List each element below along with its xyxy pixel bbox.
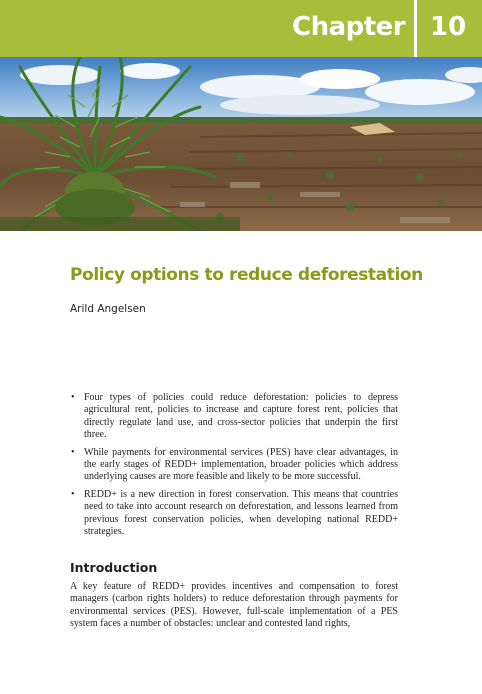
list-item bbox=[70, 489, 398, 539]
key-points-list bbox=[70, 392, 398, 543]
chapter-header-band bbox=[0, 0, 482, 57]
chapter-number: 10 bbox=[430, 12, 467, 42]
section-heading-introduction: Introduction bbox=[70, 560, 158, 575]
list-item bbox=[70, 392, 398, 442]
bullet-marker: • bbox=[71, 446, 75, 458]
bullet-text: Four types of policies could reduce deforestation: policies to depress agricultural rent, policies to increase and capture forest rent, policies that directly regulate land use, and cross-sector policies that underpin the first three. bbox=[84, 392, 398, 441]
oil-palm-plantation-photo bbox=[0, 57, 482, 231]
chapter-divider bbox=[414, 0, 417, 57]
list-item bbox=[70, 447, 398, 484]
bullet-marker: • bbox=[71, 392, 75, 403]
bullet-marker: • bbox=[71, 488, 75, 500]
bullet-text: While payments for environmental services (PES) have clear advantages, in the early stages of REDD+ implementation, broader policies which address underlying causes are more feasible and likely to be more successful. bbox=[84, 446, 398, 483]
bullet-text: REDD+ is a new direction in forest conservation. This means that countries need to take into account research on deforestation, and lessons learned from previous forest conservation policies, when developing national REDD+ strategies. bbox=[84, 488, 398, 538]
introduction-paragraph: A key feature of REDD+ provides incentives and compensation to forest managers (carbon rights holders) to reduce deforestation through payments for environmental services (PES). However, full-scale implementation of a PES system faces a number of obstacles: unclear and contested land rights, bbox=[70, 581, 398, 630]
chapter-title: Policy options to reduce deforestation bbox=[70, 265, 423, 285]
chapter-label: Chapter bbox=[292, 12, 406, 42]
chapter-author: Arild Angelsen bbox=[70, 303, 146, 315]
